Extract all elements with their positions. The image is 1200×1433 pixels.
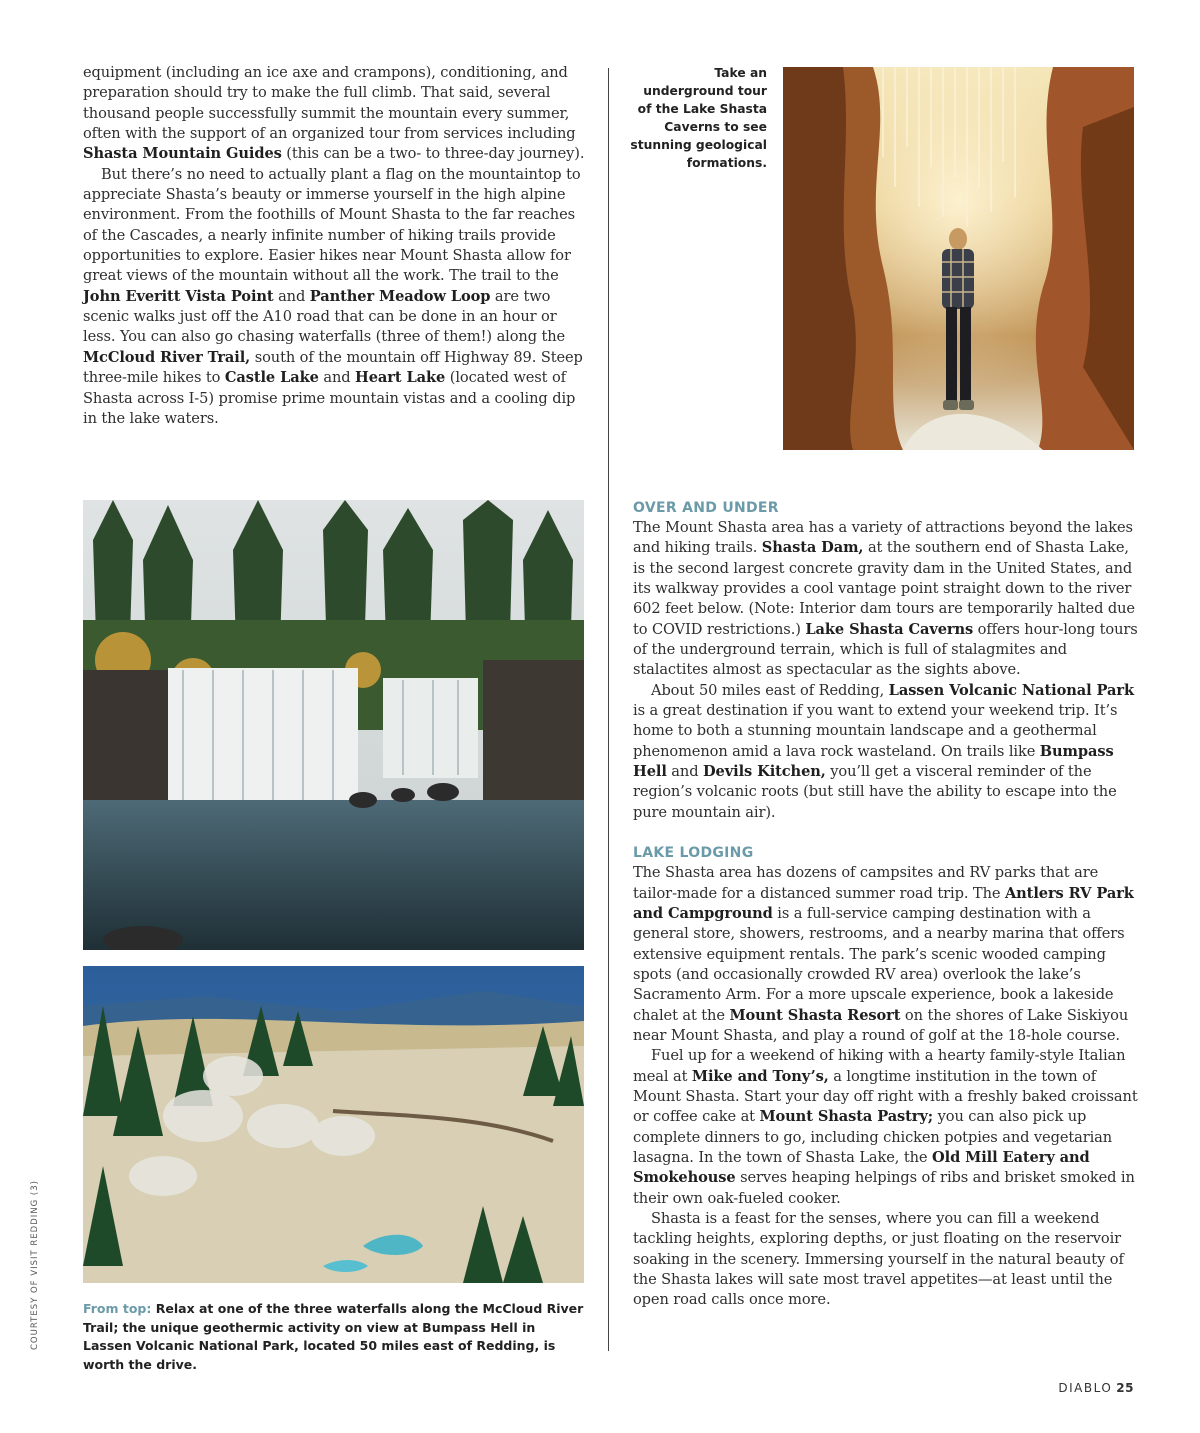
column-divider [608,68,609,1351]
right-column-text [633,498,1138,1311]
paragraph: The Mount Shasta area has a variety of attractions beyond the lakes and hiking trails. Shasta Dam, at the southern end of Shasta Lake, is the second largest concrete gravity dam in the United States, and its walkway provides a cool vantage point straight down to the river 602 feet below. (Note: Interior dam tours are temporarily halted due to COVID restrictions.) Lake Shasta Caverns offers hour-long tours of the underground terrain, which is full of stalagmites and stalactites almost as spectacular as the sights above. [633,519,1138,679]
left-column-text [83,63,588,429]
photo-credit: COURTESY OF VISIT REDDING (3) [30,1180,40,1350]
paragraph: About 50 miles east of Redding, Lassen Volcanic National Park is a great destination if you want to extend your weekend trip. It’s home to both a stunning mountain landscape and a geothermal phenomenon amid a lava rock wasteland. On trails like Bumpass Hell and Devils Kitchen, you’ll get a visceral reminder of the region’s volcanic roots (but still have the ability to escape into the pure mountain air). [633,681,1134,821]
paragraph: The Shasta area has dozens of campsites and RV parks that are tailor-made for a distanced summer road trip. The Antlers RV Park and Campground is a full-service camping destination with a general store, showers, restrooms, and a nearby marina that offers extensive equipment rentals. The park’s scenic wooded camping spots (and occasionally crowded RV area) overlook the lake’s Sacramento Arm. For a more upscale experience, book a lakeside chalet at the Mount Shasta Resort on the shores of Lake Siskiyou near Mount Shasta, and play a round of golf at the 18-hole course. [633,864,1134,1044]
waterfall-photo [83,500,584,950]
section-heading: LAKE LODGING [633,845,754,862]
magazine-name: DIABLO [1058,1381,1113,1395]
paragraph: Fuel up for a weekend of hiking with a hearty family-style Italian meal at Mike and Tony’s, a longtime institution in the town of Mount Shasta. Start your day off right with a freshly baked croissant or coffee cake at Mount Shasta Pastry; you can also pick up complete dinners to go, including chicken potpies and vegetarian lasagna. In the town of Shasta Lake, the Old Mill Eatery and Smokehouse serves heaping helpings of ribs and brisket smoked in their own oak-fueled cooker. [633,1047,1138,1207]
paragraph: But there’s no need to actually plant a flag on the mountaintop to appreciate Shasta’s beauty or immerse yourself in the high alpine environment. From the foothills of Mount Shasta to the far reaches of the Cascades, a nearly infinite number of hiking trails provide opportunities to explore. Easier hikes near Mount Shasta allow for great views of the mountain without all the work. The trail to the John Everitt Vista Point and Panther Meadow Loop are two scenic walks just off the A10 road that can be done in an hour or less. You can also go chasing waterfalls (three of them!) along the McCloud River Trail, south of the mountain off Highway 89. Steep three-mile hikes to Castle Lake and Heart Lake (located west of Shasta across I-5) promise prime mountain vistas and a cooling dip in the lake waters. [83,165,583,427]
page-folio [1058,1381,1134,1395]
page-number: 25 [1116,1381,1134,1395]
photos-caption: From top: Relax at one of the three waterfalls along the McCloud River Trail; the unique geothermic activity on view at Bumpass Hell in Lassen Volcanic National Park, located 50 miles east of Redding, is worth the drive. [83,1301,584,1372]
cave-photo [783,67,1134,450]
bumpass-hell-photo [83,966,584,1283]
paragraph: equipment (including an ice axe and crampons), conditioning, and preparation should try to make the full climb. That said, several thousand people successfully summit the mountain every summer, often with the support of an organized tour from services including Shasta Mountain Guides (this can be a two- to three-day journey). [83,64,585,163]
paragraph: Shasta is a feast for the senses, where you can fill a weekend tackling heights, exploring depths, or just floating on the reservoir soaking in the scenery. Immersing yourself in the natural beauty of the Shasta lakes will sate most travel appetites—at least until the open road calls once more. [633,1210,1124,1309]
cave-photo-caption: Take an underground tour of the Lake Shasta Caverns to see stunning geological formations. [630,66,767,170]
section-heading: OVER AND UNDER [633,500,779,516]
